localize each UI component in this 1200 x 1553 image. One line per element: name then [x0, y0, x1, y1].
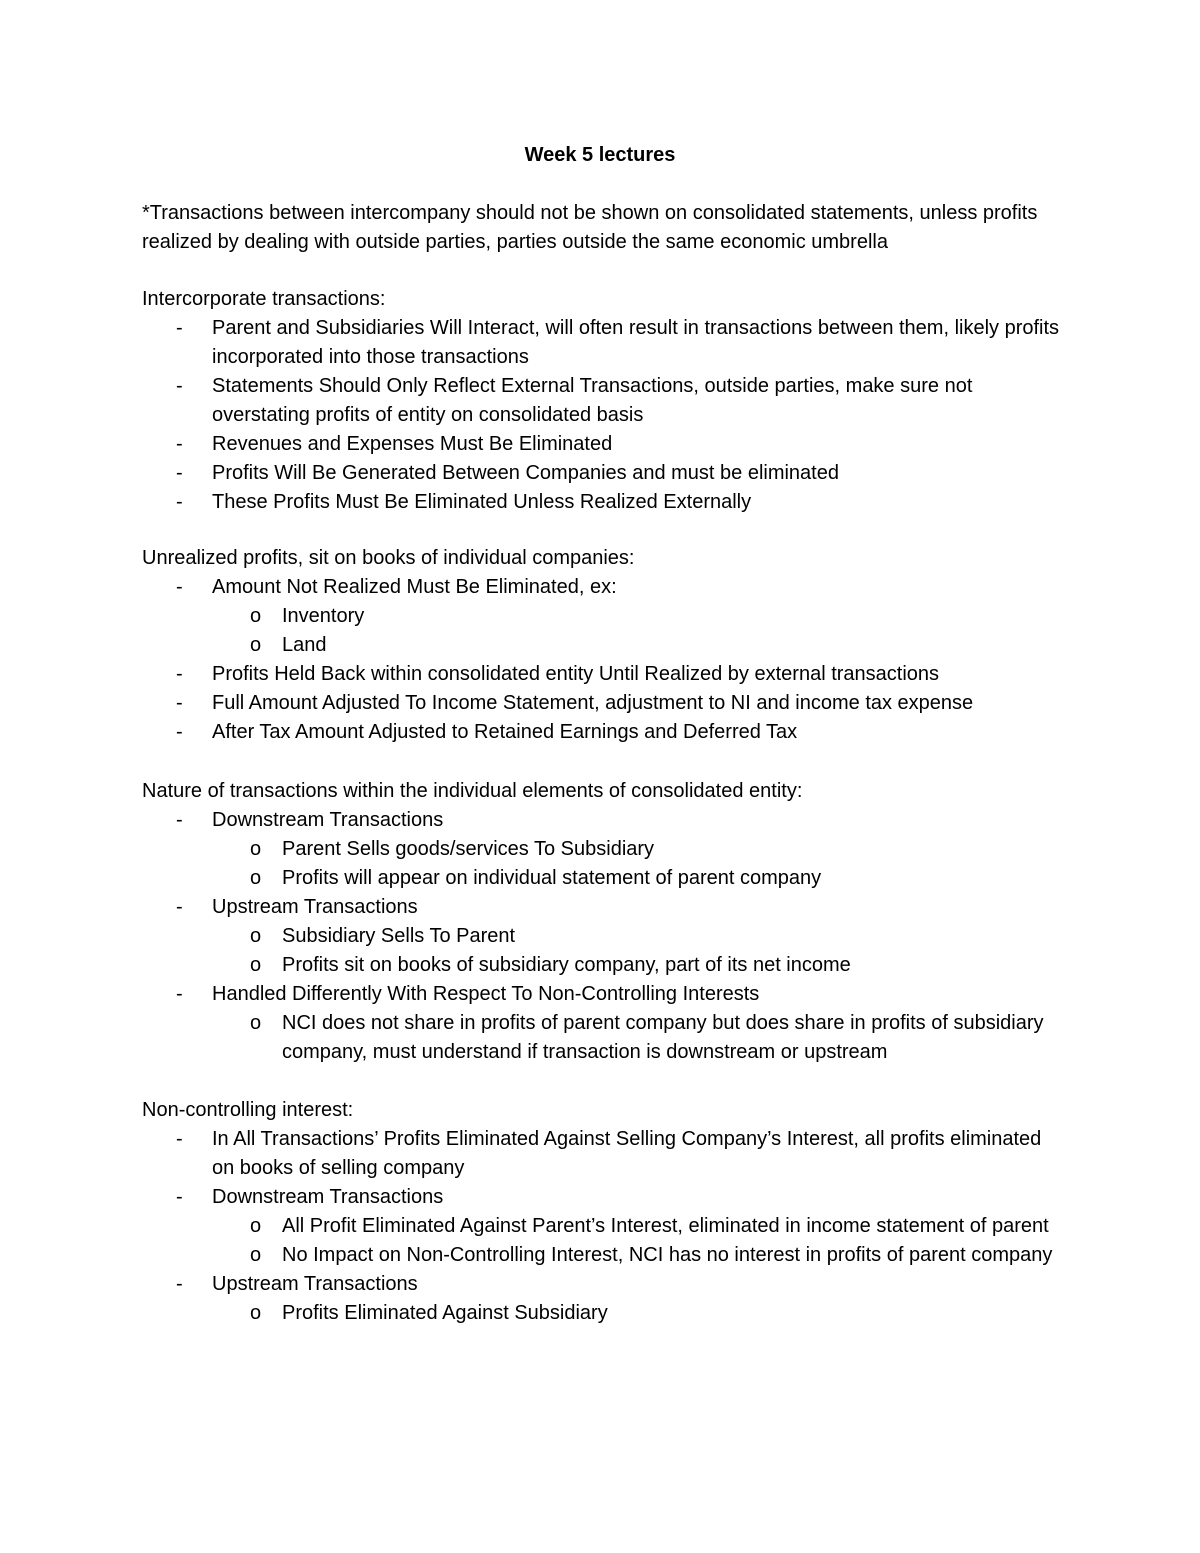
list-item: [142, 806, 1062, 893]
list-item: [142, 1270, 1062, 1328]
sub-list-item: o Profits will appear on individual statement of parent company: [212, 864, 1062, 893]
list-item-text: After Tax Amount Adjusted to Retained Earnings and Deferred Tax: [212, 721, 798, 743]
sub-list-item: o Land: [212, 631, 1062, 660]
sub-list: [212, 1009, 1062, 1067]
list-item-text: Downstream Transactions: [212, 1186, 444, 1208]
list-item: [142, 660, 1062, 689]
sub-list: [212, 922, 1062, 980]
list-item: [142, 1183, 1062, 1270]
intro-paragraph: *Transactions between intercompany should not be shown on consolidated statements, unless profits realized by dealing with outside parties, parties outside the same economic umbrella: [142, 202, 1038, 253]
list-item: [142, 980, 1062, 1067]
list-item-text: Revenues and Expenses Must Be Eliminated: [212, 433, 613, 455]
list-item: [142, 1125, 1062, 1183]
sub-list-item: o Parent Sells goods/services To Subsidiary: [212, 835, 1062, 864]
sub-list-item: o Subsidiary Sells To Parent: [212, 922, 1062, 951]
section-list: [142, 314, 1062, 517]
list-item: [142, 430, 1062, 459]
sub-list: [212, 1299, 1062, 1328]
sub-list-item: o No Impact on Non-Controlling Interest, NCI has no interest in profits of parent company: [212, 1241, 1062, 1270]
section-heading: Non-controlling interest:: [142, 1099, 354, 1121]
list-item-text: Parent and Subsidiaries Will Interact, will often result in transactions between them, likely profits incorporated into those transactions: [212, 317, 1060, 368]
list-item: [142, 488, 1062, 517]
list-item-text: These Profits Must Be Eliminated Unless Realized Externally: [212, 491, 752, 513]
section-list: [142, 806, 1062, 1067]
section-list: [142, 1125, 1062, 1328]
list-item-text: Profits Will Be Generated Between Companies and must be eliminated: [212, 462, 839, 484]
sub-list-item: o Inventory: [212, 602, 1062, 631]
section-heading: Intercorporate transactions:: [142, 288, 386, 310]
list-item: [142, 372, 1062, 430]
sub-list-item: o Profits Eliminated Against Subsidiary: [212, 1299, 1062, 1328]
list-item-text: Handled Differently With Respect To Non-Controlling Interests: [212, 983, 760, 1005]
list-item: [142, 314, 1062, 372]
sub-list: [212, 835, 1062, 893]
section-heading: Unrealized profits, sit on books of individual companies:: [142, 547, 635, 569]
list-item: [142, 689, 1062, 718]
page-title: Week 5 lectures: [524, 144, 676, 166]
list-item: [142, 718, 1062, 747]
list-item-text: Profits Held Back within consolidated entity Until Realized by external transactions: [212, 663, 940, 685]
list-item-text: Statements Should Only Reflect External Transactions, outside parties, make sure not overstating profits of entity on consolidated basis: [212, 375, 973, 426]
sub-list: [212, 1212, 1062, 1270]
sub-list: [212, 602, 1062, 660]
list-item-text: Full Amount Adjusted To Income Statement, adjustment to NI and income tax expense: [212, 692, 974, 714]
list-item-text: Downstream Transactions: [212, 809, 444, 831]
sub-list-item: o All Profit Eliminated Against Parent’s Interest, eliminated in income statement of parent: [212, 1212, 1062, 1241]
sub-list-item: o Profits sit on books of subsidiary company, part of its net income: [212, 951, 1062, 980]
list-item: [142, 459, 1062, 488]
list-item-text: Upstream Transactions: [212, 1273, 418, 1295]
list-item-text: Amount Not Realized Must Be Eliminated, ex:: [212, 576, 617, 598]
section-list: [142, 573, 1062, 747]
list-item: [142, 893, 1062, 980]
sub-list-item: o NCI does not share in profits of parent company but does share in profits of subsidiary company, must understand if transaction is downstream or upstream: [212, 1009, 1062, 1067]
section-heading: Nature of transactions within the individual elements of consolidated entity:: [142, 780, 803, 802]
list-item-text: In All Transactions’ Profits Eliminated Against Selling Company’s Interest, all profits eliminated on books of selling company: [212, 1128, 1042, 1179]
list-item-text: Upstream Transactions: [212, 896, 418, 918]
list-item: [142, 573, 1062, 660]
